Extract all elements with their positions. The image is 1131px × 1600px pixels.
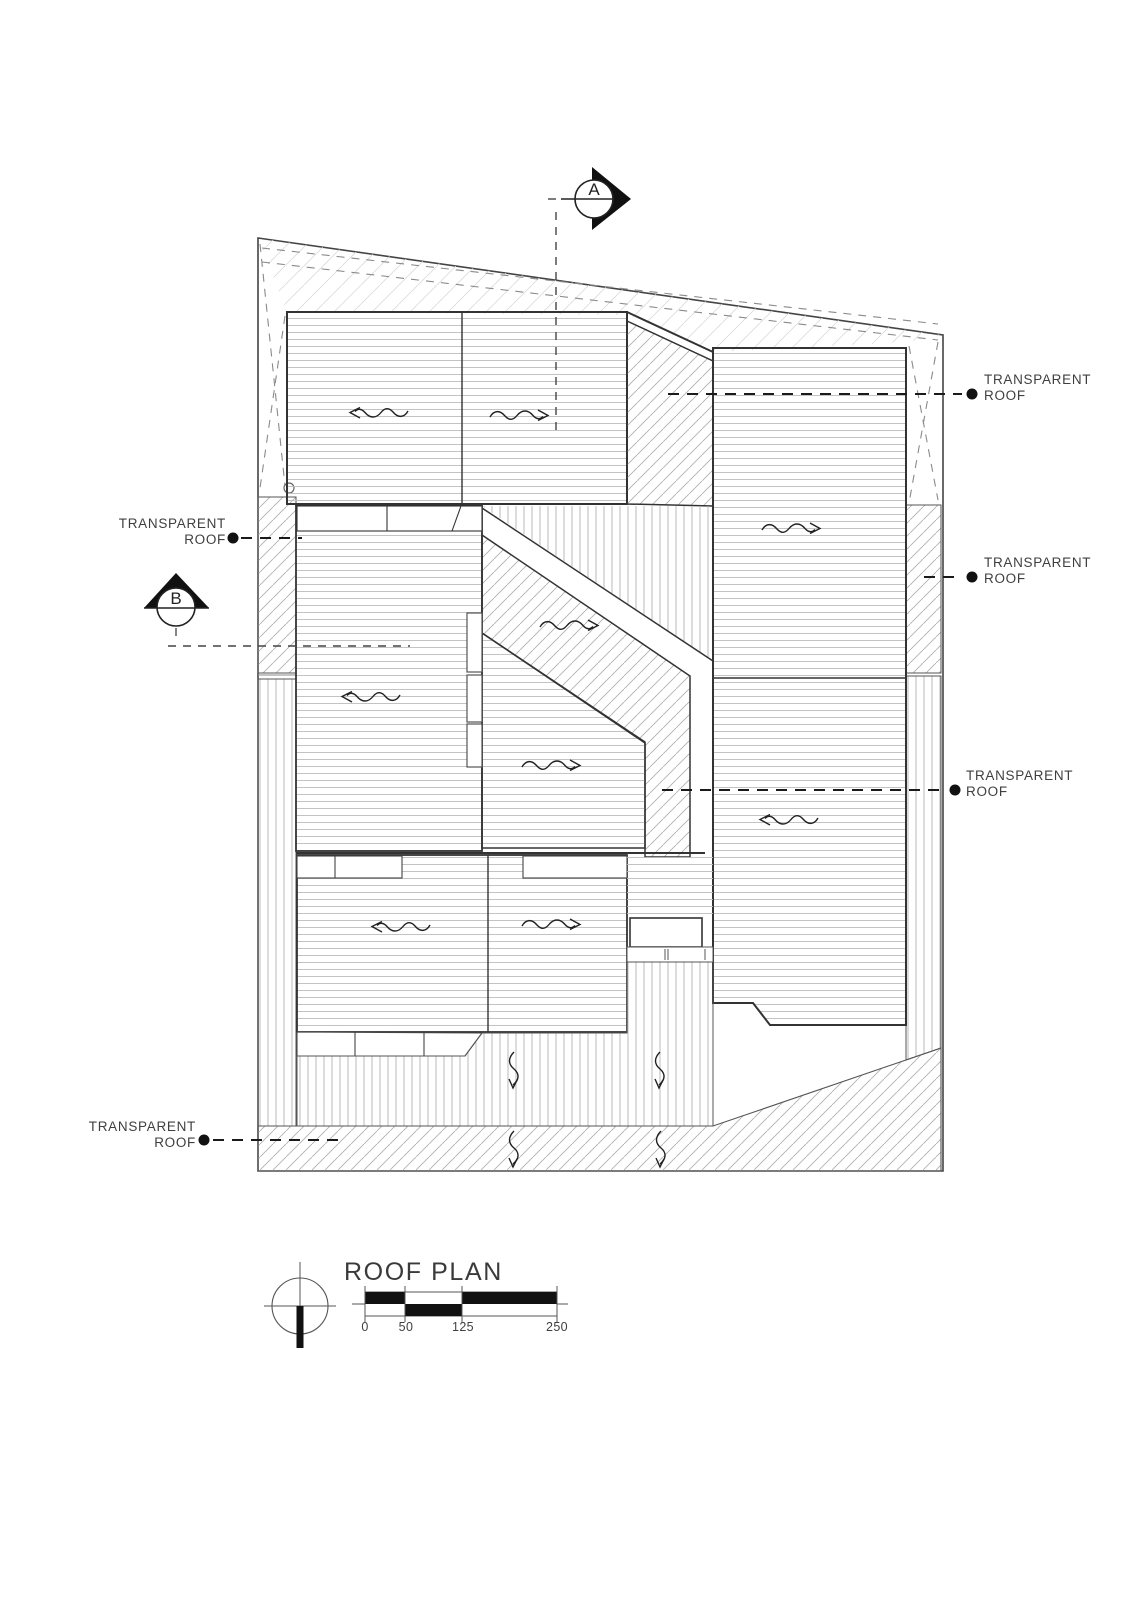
label-transparent-roof-mid-right (984, 555, 1091, 586)
right-strip-transparent-roof (906, 505, 941, 673)
label-line: ROOF (984, 570, 1026, 586)
label-line: TRANSPARENT (966, 768, 1074, 783)
label-transparent-roof-bottom-left (70, 1119, 196, 1150)
label-line: TRANSPARENT (984, 555, 1092, 570)
left-edge-strip (258, 497, 296, 1126)
right-strip-deck (906, 676, 941, 1060)
roof-access-box (467, 675, 482, 722)
label-line: ROOF (966, 783, 1008, 799)
label-line: TRANSPARENT (984, 372, 1092, 387)
north-symbol-icon (264, 1262, 336, 1348)
roof-access-box (467, 724, 482, 767)
section-marker-a-letter: A (588, 180, 600, 199)
label-line: ROOF (154, 1134, 196, 1150)
label-transparent-roof-top-left (100, 516, 226, 547)
roof-block-middle-left (296, 505, 482, 851)
label-line: ROOF (184, 531, 226, 547)
label-transparent-roof-lower-right (966, 768, 1073, 799)
scale-bar (352, 1286, 568, 1322)
page-title: ROOF PLAN (344, 1258, 503, 1286)
stair-detail (627, 857, 713, 962)
roof-block-right (713, 348, 906, 1025)
scale-tick-50: 50 (398, 1320, 414, 1334)
roof-access-box (467, 613, 482, 672)
scale-tick-125: 125 (451, 1320, 475, 1334)
label-transparent-roof-top-right (984, 372, 1091, 403)
section-marker-b-letter: B (170, 589, 182, 608)
scale-tick-0: 0 (361, 1320, 369, 1334)
roof-block-upper-left (287, 312, 627, 504)
left-strip-deck (258, 679, 296, 1126)
label-line: ROOF (984, 387, 1026, 403)
scale-tick-250: 250 (545, 1320, 569, 1334)
label-line: TRANSPARENT (88, 1119, 196, 1134)
label-line: TRANSPARENT (118, 516, 226, 531)
